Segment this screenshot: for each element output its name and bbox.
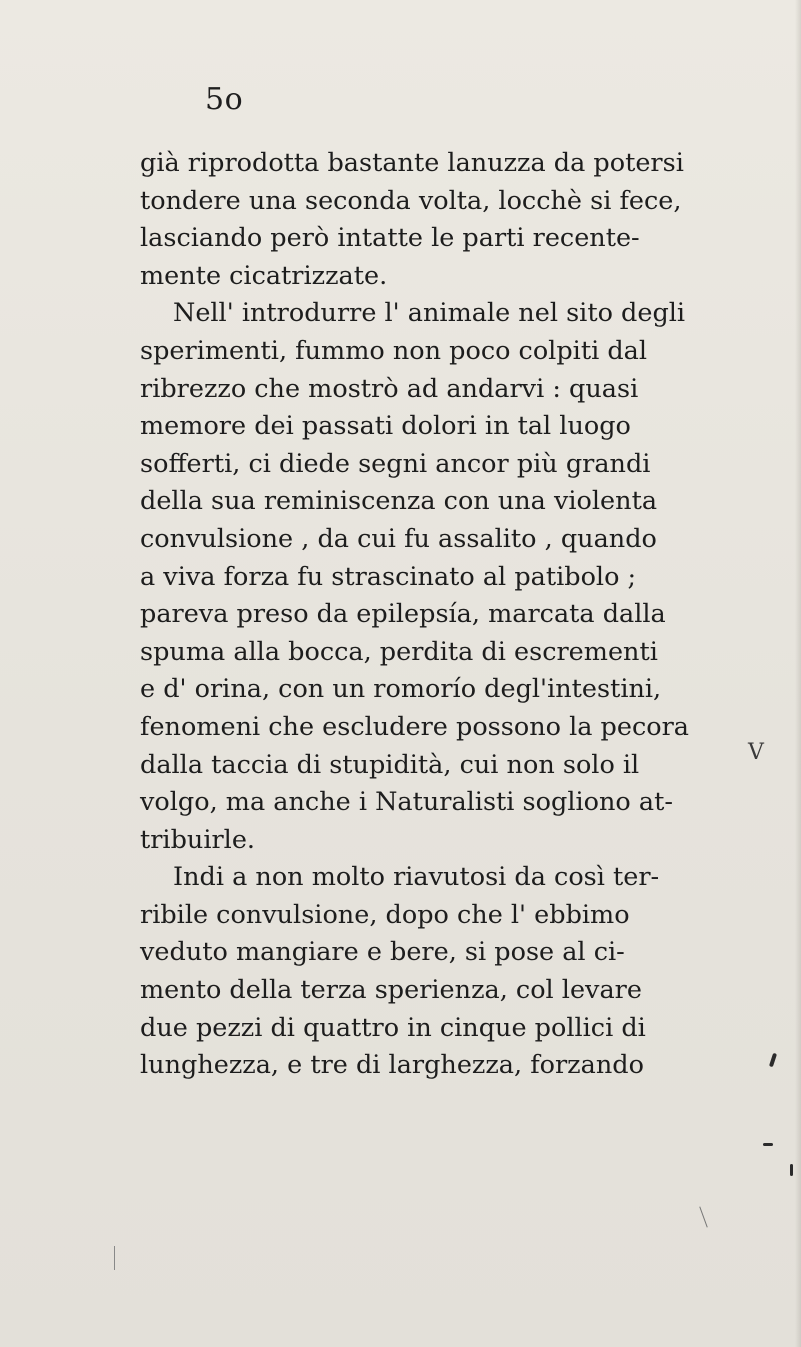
text-line: a viva forza fu strascinato al patibolo ; — [140, 561, 637, 592]
text-line: ribrezzo che mostrò ad andarvi : quasi — [140, 373, 639, 404]
text-line: spuma alla bocca, perdita di escrementi — [140, 636, 658, 667]
text-line: già riprodotta bastante lanuzza da potersi — [140, 148, 684, 178]
ink-speck — [790, 1164, 793, 1176]
text-line: convulsione , da cui fu assalito , quando — [140, 523, 657, 554]
text-line: memore dei passati dolori in tal luogo — [140, 411, 631, 442]
text-line: Indi a non molto riavutosi da così ter- — [173, 862, 660, 893]
page-number: 5o — [205, 82, 244, 117]
text-line: sperimenti, fummo non poco colpiti dal — [140, 335, 648, 366]
body-text — [140, 145, 780, 1085]
text-line: della sua reminiscenza con una violenta — [140, 486, 658, 517]
text-line: tondere una seconda volta, locchè si fece, — [140, 185, 682, 216]
text-line: volgo, ma anche i Naturalisti sogliono at- — [140, 787, 673, 818]
text-line: veduto mangiare e bere, si pose al ci- — [140, 937, 625, 968]
text-line: e d' orina, con un romorío degl'intestini, — [140, 674, 662, 705]
text-line: lasciando però intatte le parti recente- — [140, 223, 640, 254]
text-line: dalla taccia di stupidità, cui non solo il — [140, 749, 640, 780]
ink-speck — [763, 1143, 773, 1146]
text-line: mento della terza sperienza, col levare — [140, 975, 642, 1006]
text-line: mente cicatrizzate. — [140, 260, 388, 291]
ink-speck — [114, 1246, 115, 1270]
text-line: pareva preso da epilepsía, marcata dalla — [140, 599, 666, 630]
text-line: lunghezza, e tre di larghezza, forzando — [140, 1050, 644, 1081]
scan-edge — [795, 0, 801, 1347]
text-line: due pezzi di quattro in cinque pollici di — [140, 1012, 646, 1043]
margin-stamp: V — [748, 740, 764, 765]
text-line: sofferti, ci diede segni ancor più grandi — [140, 448, 651, 479]
text-line: ribile convulsione, dopo che l' ebbimo — [140, 899, 630, 930]
text-line: Nell' introdurre l' animale nel sito degli — [173, 298, 686, 329]
ink-speck — [699, 1206, 707, 1227]
text-line: fenomeni che escludere possono la pecora — [140, 711, 689, 742]
text-line: tribuirle. — [140, 824, 256, 855]
